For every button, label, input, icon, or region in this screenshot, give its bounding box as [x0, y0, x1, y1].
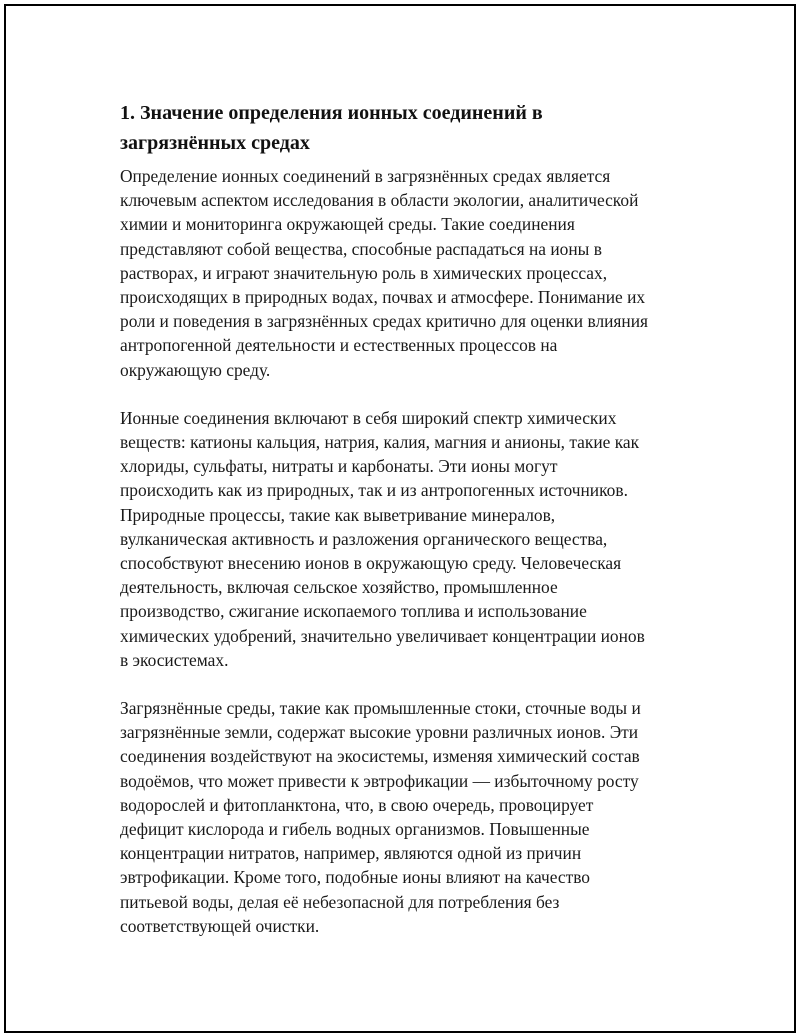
paragraph-3: Загрязнённые среды, такие как промышленные стоки, сточные воды и загрязнённые земли, содержат высокие уровни различных ионов. Эти соединения воздействуют на экосистемы, изменяя химический состав водоёмов, что может привести к эвтрофикации — избыточному росту водорослей и фитопланктона, что, в свою очередь, провоцирует дефицит кислорода и гибель водных организмов. Повышенные концентрации нитратов, например, являются одной из причин эвтрофикации. Кроме того, подобные ионы влияют на качество питьевой воды, делая её небезопасной для потребления без соответствующей очистки.	[120, 698, 641, 936]
page-frame	[4, 4, 796, 1033]
document-body	[120, 98, 690, 962]
paragraph-1: Определение ионных соединений в загрязнённых средах является ключевым аспектом исследования в области экологии, аналитической химии и мониторинга окружающей среды. Такие соединения представляют собой вещества, способные распадаться на ионы в растворах, и играют значительную роль в химических процессах, происходящих в природных водах, почвах и атмосфере. Понимание их роли и поведения в загрязнённых средах критично для оценки влияния антропогенной деятельности и естественных процессов на окружающую среду.	[120, 166, 649, 380]
paragraph-2: Ионные соединения включают в себя широкий спектр химических веществ: катионы кальция, натрия, калия, магния и анионы, такие как хлориды, сульфаты, нитраты и карбонаты. Эти ионы могут происходить как из природных, так и из антропогенных источников. Природные процессы, такие как выветривание минералов, вулканическая активность и разложения органического вещества, способствуют внесению ионов в окружающую среду. Человеческая деятельность, включая сельское хозяйство, промышленное производство, сжигание ископаемого топлива и использование химических удобрений, значительно увеличивает концентрации ионов в экосистемах.	[120, 407, 645, 670]
section-heading: 1. Значение определения ионных соединений в загрязнённых средах	[120, 102, 543, 154]
